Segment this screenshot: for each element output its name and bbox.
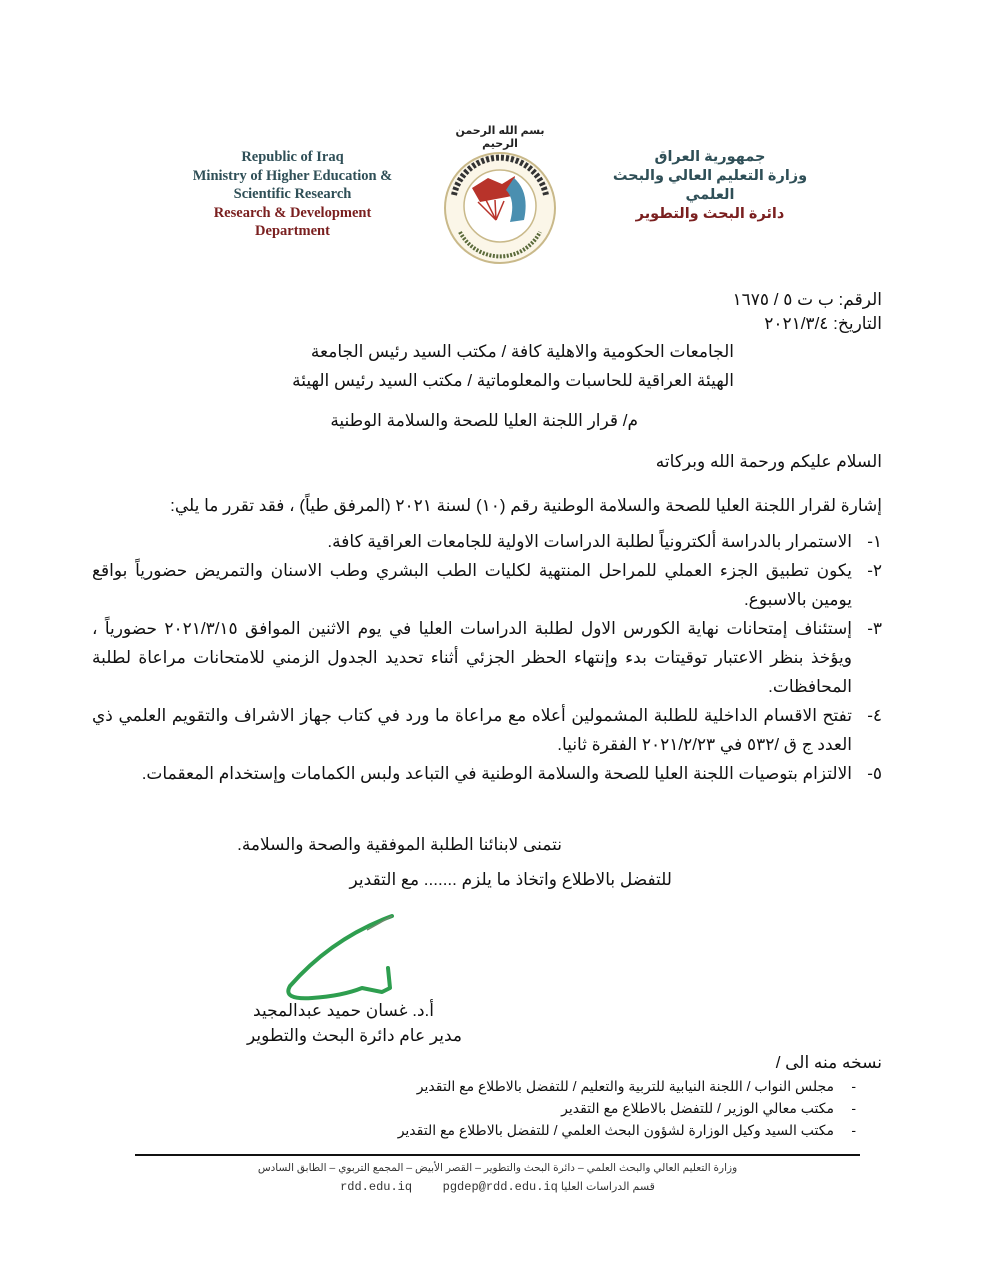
letterhead-arabic bbox=[595, 148, 825, 224]
cc-list bbox=[398, 1075, 856, 1141]
cc-item bbox=[398, 1075, 856, 1097]
signatory-title: مدير عام دائرة البحث والتطوير bbox=[247, 1026, 462, 1045]
subject-line: م/ قرار اللجنة العليا للصحة والسلامة الوطنية bbox=[330, 411, 638, 430]
item-number: ٤- bbox=[867, 706, 882, 725]
arabic-country: جمهورية العراق bbox=[654, 149, 766, 165]
english-ministry: Ministry of Higher Education & bbox=[192, 167, 393, 184]
cc-text: مكتب معالي الوزير / للتفضل بالاطلاع مع التقدير bbox=[561, 1100, 834, 1116]
english-department: Research & Development bbox=[213, 204, 372, 221]
letter-date: التاريخ: ٢٠٢١/٣/٤ bbox=[764, 314, 882, 333]
ministry-seal-icon bbox=[440, 140, 560, 265]
arabic-department: دائرة البحث والتطوير bbox=[635, 206, 785, 222]
basmala: بسم الله الرحمن الرحيم bbox=[455, 125, 545, 150]
footer-section: قسم الدراسات العليا bbox=[560, 1181, 655, 1193]
recipient-line: الجامعات الحكومية والاهلية كافة / مكتب السيد رئيس الجامعة bbox=[310, 342, 734, 361]
item-text: يكون تطبيق الجزء العملي للمراحل المنتهية لكليات الطب البشري وطب الاسنان والتمريض حضورياً بواقع يومين بالاسبوع. bbox=[92, 561, 852, 609]
list-item bbox=[92, 614, 882, 701]
cc-item bbox=[398, 1097, 856, 1119]
item-text: الالتزام بتوصيات اللجنة العليا للصحة والسلامة الوطنية في التباعد ولبس الكمامات وإستخدام المعقمات. bbox=[141, 764, 852, 783]
cc-text: مكتب السيد وكيل الوزارة لشؤون البحث العلمي / للتفضل بالاطلاع مع التقدير bbox=[397, 1122, 834, 1138]
closing-line: للتفضل بالاطلاع واتخاذ ما يلزم ....... مع التقدير bbox=[349, 870, 672, 889]
item-text: إستئناف إمتحانات نهاية الكورس الاول لطلبة الدراسات العليا في يوم الاثنين الموافق ٢٠٢١/٣/١٥ حضورياً ، ويؤخذ بنظر الاعتبار توقيتات بدء وإنتهاء الحظر الجزئي أثناء تحديد الجدول الزمني للامتحانات مراعاة لطلبة المحافظات. bbox=[92, 619, 852, 696]
list-item bbox=[92, 701, 882, 759]
item-number: ٥- bbox=[867, 764, 882, 783]
dash-bullet: - bbox=[851, 1122, 856, 1138]
recipient-line: الهيئة العراقية للحاسبات والمعلوماتية / مكتب السيد رئيس الهيئة bbox=[292, 371, 734, 390]
footer-website[interactable]: rdd.edu.iq bbox=[340, 1180, 413, 1194]
letterhead-english bbox=[175, 148, 410, 241]
item-number: ٢- bbox=[867, 561, 882, 580]
cc-label: نسخه منه الى / bbox=[775, 1053, 882, 1072]
cc-item bbox=[398, 1119, 856, 1141]
signatory-name: أ.د. غسان حميد عبدالمجيد bbox=[253, 1001, 434, 1020]
reference-number: الرقم: ب ت ٥ / ١٦٧٥ bbox=[732, 290, 882, 309]
decision-list bbox=[92, 527, 882, 788]
dash-bullet: - bbox=[851, 1100, 856, 1116]
list-item bbox=[92, 527, 882, 556]
item-text: تفتح الاقسام الداخلية للطلبة المشمولين أعلاه مع مراعاة ما ورد في كتاب جهاز الاشراف والتقويم العلمي ذي العدد ج ق /٥٣٢ في ٢٠٢١/٢/٢٣ الفقرة ثانيا. bbox=[92, 706, 852, 754]
list-item bbox=[92, 556, 882, 614]
item-number: ٣- bbox=[867, 619, 882, 638]
signature-icon bbox=[272, 908, 422, 1008]
dash-bullet: - bbox=[851, 1078, 856, 1094]
arabic-ministry: وزارة التعليم العالي والبحث العلمي bbox=[612, 168, 808, 203]
list-item bbox=[92, 759, 882, 788]
intro-paragraph: إشارة لقرار اللجنة العليا للصحة والسلامة الوطنية رقم (١٠) لسنة ٢٠٢١ (المرفق طياً) ، فقد تقرر ما يلي: bbox=[170, 496, 882, 515]
footer-email[interactable]: pgdep@rdd.edu.iq bbox=[442, 1180, 558, 1194]
cc-text: مجلس النواب / اللجنة النيابية للتربية والتعليم / للتفضل بالاطلاع مع التقدير bbox=[416, 1078, 834, 1094]
english-country: Republic of Iraq bbox=[241, 149, 344, 165]
item-text: الاستمرار بالدراسة ألكترونياً لطلبة الدراسات الاولية للجامعات العراقية كافة. bbox=[327, 532, 852, 551]
english-department-cont: Department bbox=[255, 223, 330, 239]
footer-contacts bbox=[135, 1180, 860, 1194]
greeting: السلام عليكم ورحمة الله وبركاته bbox=[655, 452, 882, 471]
footer-divider bbox=[135, 1154, 860, 1156]
item-number: ١- bbox=[867, 532, 882, 551]
wish-line: نتمنى لابنائنا الطلبة الموفقية والصحة والسلامة. bbox=[237, 835, 562, 854]
english-ministry-cont: Scientific Research bbox=[233, 186, 352, 202]
footer-address: وزارة التعليم العالي والبحث العلمي – دائرة البحث والتطوير – القصر الأبيض – المجمع التربوي – الطابق السادس bbox=[257, 1162, 738, 1174]
